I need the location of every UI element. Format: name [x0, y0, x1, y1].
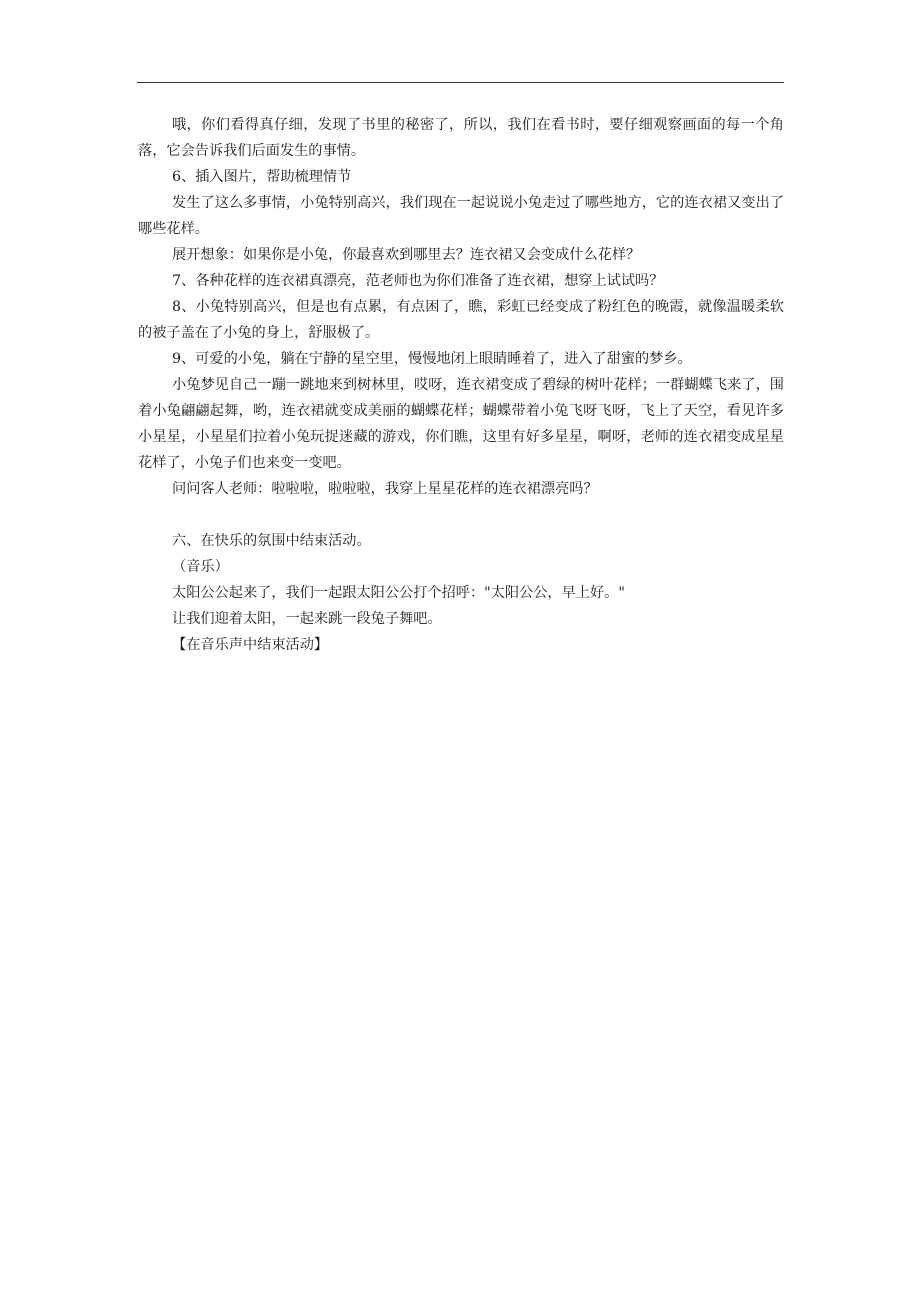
- section-heading: 六、在快乐的氛围中结束活动。: [172, 533, 371, 549]
- paragraph: 问问客人老师：啦啦啦，啦啦啦，我穿上星星花样的连衣裙漂亮吗？: [172, 481, 598, 497]
- section-heading: 6、插入图片，帮助梳理情节: [172, 169, 352, 185]
- paragraph: 8、小兔特别高兴，但是也有点累，有点困了，瞧，彩虹已经变成了粉红色的晚霞，就像温暖柔软的被子盖在了小兔的身上，舒服极了。: [138, 299, 784, 341]
- paragraph: 展开想象：如果你是小兔，你最喜欢到哪里去？连衣裙又会变成什么花样？: [172, 247, 641, 263]
- paragraph: 让我们迎着太阳，一起来跳一段兔子舞吧。: [172, 611, 442, 627]
- paragraph: （音乐）: [172, 559, 229, 575]
- paragraph: 太阳公公起来了，我们一起跟太阳公公打个招呼："太阳公公，早上好。": [172, 585, 625, 601]
- header-rule: [137, 82, 784, 83]
- paragraph: 【在音乐声中结束活动】: [172, 637, 329, 653]
- blank-line: [138, 502, 784, 528]
- paragraph: 7、各种花样的连衣裙真漂亮，范老师也为你们准备了连衣裙，想穿上试试吗？: [172, 273, 664, 289]
- document-body: [138, 112, 784, 658]
- paragraph: 发生了这么多事情，小兔特别高兴，我们现在一起说说小兔走过了哪些地方，它的连衣裙又变出了哪些花样。: [138, 195, 784, 237]
- paragraph: 9、可爱的小兔，躺在宁静的星空里，慢慢地闭上眼睛睡着了，进入了甜蜜的梦乡。: [172, 351, 692, 367]
- paragraph: 哦，你们看得真仔细，发现了书里的秘密了，所以，我们在看书时，要仔细观察画面的每一个角落，它会告诉我们后面发生的事情。: [138, 117, 784, 159]
- paragraph: 小兔梦见自己一蹦一跳地来到树林里，哎呀，连衣裙变成了碧绿的树叶花样；一群蝴蝶飞来了，围着小兔翩翩起舞，哟，连衣裙就变成美丽的蝴蝶花样；蝴蝶带着小兔飞呀飞呀，飞上了天空，看见许多小星星，小星星们拉着小兔玩捉迷藏的游戏，你们瞧，这里有好多星星，啊呀，老师的连衣裙变成星星花样了，小兔子们也来变一变吧。: [138, 377, 784, 471]
